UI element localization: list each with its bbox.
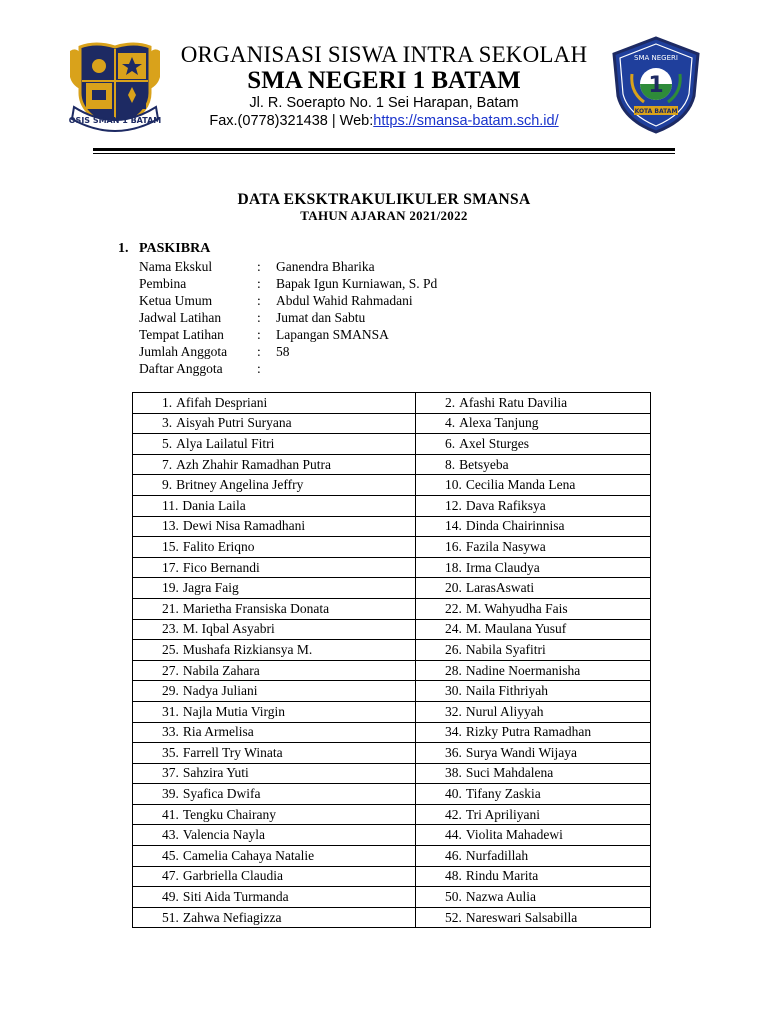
info-value: 58 (276, 344, 290, 359)
info-colon: : (257, 361, 261, 376)
member-cell (416, 537, 651, 558)
member-table (132, 392, 651, 928)
member-number: 13. (162, 518, 179, 534)
member-cell (133, 393, 416, 414)
member-name: Syafica Dwifa (182, 786, 261, 802)
member-cell (416, 434, 651, 455)
member-number: 5. (162, 435, 173, 451)
table-row (133, 454, 651, 475)
member-number: 32. (445, 703, 462, 719)
school-address: Jl. R. Soerapto No. 1 Sei Harapan, Batam (249, 95, 519, 111)
member-name: Afashi Ratu Davilia (459, 394, 568, 410)
letterhead-rule-thick (93, 148, 675, 151)
member-number: 9. (162, 477, 173, 493)
svg-text:KOTA BATAM: KOTA BATAM (634, 108, 678, 115)
member-name: Siti Aida Turmanda (182, 889, 289, 905)
member-name: Dinda Chairinnisa (465, 518, 565, 534)
member-name: Azh Zhahir Ramadhan Putra (176, 456, 331, 472)
member-cell (133, 784, 416, 805)
member-number: 1. (162, 394, 173, 410)
member-cell (416, 681, 651, 702)
info-colon: : (257, 276, 261, 291)
info-label: Ketua Umum (139, 293, 213, 308)
member-number: 10. (445, 477, 462, 493)
table-row (133, 681, 651, 702)
info-label: Tempat Latihan (139, 327, 224, 342)
member-number: 40. (445, 786, 462, 802)
member-number: 38. (445, 765, 462, 781)
table-row (133, 557, 651, 578)
school-contact (160, 114, 608, 129)
member-number: 45. (162, 847, 179, 863)
info-label: Daftar Anggota (139, 361, 223, 376)
table-row (133, 887, 651, 908)
member-number: 31. (162, 703, 179, 719)
member-number: 26. (445, 641, 462, 657)
document-title: DATA EKSKTRAKULIKULER SMANSA (237, 191, 531, 208)
member-cell (133, 887, 416, 908)
member-name: Garbriella Claudia (182, 868, 283, 884)
member-cell (416, 598, 651, 619)
member-cell (416, 907, 651, 928)
member-name: Suci Mahdalena (465, 765, 554, 781)
member-number: 22. (445, 600, 462, 616)
member-number: 42. (445, 806, 462, 822)
member-cell (416, 454, 651, 475)
member-cell (416, 743, 651, 764)
table-row (133, 495, 651, 516)
member-cell (133, 619, 416, 640)
info-value: Abdul Wahid Rahmadani (276, 293, 413, 308)
member-name: Violita Mahadewi (465, 827, 563, 843)
member-name: Alexa Tanjung (459, 415, 539, 431)
member-name: Falito Eriqno (182, 538, 255, 554)
member-number: 19. (162, 580, 179, 596)
table-row (133, 434, 651, 455)
member-cell (133, 598, 416, 619)
member-number: 15. (162, 538, 179, 554)
table-row (133, 825, 651, 846)
member-name: Nurul Aliyyah (465, 703, 544, 719)
member-number: 30. (445, 683, 462, 699)
member-name: M. Wahyudha Fais (465, 600, 568, 616)
member-cell (416, 701, 651, 722)
table-row (133, 701, 651, 722)
member-name: Fico Bernandi (182, 559, 260, 575)
member-cell (133, 413, 416, 434)
document-subtitle: TAHUN AJARAN 2021/2022 (300, 208, 468, 223)
info-label: Pembina (139, 276, 187, 291)
member-cell (416, 516, 651, 537)
member-number: 20. (445, 580, 462, 596)
member-name: Sahzira Yuti (182, 765, 249, 781)
member-cell (416, 619, 651, 640)
member-number: 48. (445, 868, 462, 884)
member-name: Camelia Cahaya Natalie (182, 847, 315, 863)
info-colon: : (257, 344, 261, 359)
member-number: 35. (162, 744, 179, 760)
member-name: Dewi Nisa Ramadhani (182, 518, 306, 534)
member-number: 51. (162, 909, 179, 925)
member-number: 29. (162, 683, 179, 699)
table-row (133, 578, 651, 599)
table-row (133, 393, 651, 414)
table-row (133, 537, 651, 558)
member-number: 16. (445, 538, 462, 554)
member-number: 2. (445, 394, 456, 410)
info-value: Lapangan SMANSA (276, 327, 389, 342)
member-name: Zahwa Nefiagizza (182, 909, 282, 925)
member-cell (416, 413, 651, 434)
svg-text:1: 1 (648, 73, 664, 98)
member-cell (133, 454, 416, 475)
member-cell (133, 701, 416, 722)
member-name: M. Maulana Yusuf (465, 621, 567, 637)
table-row (133, 763, 651, 784)
osis-logo (66, 37, 164, 139)
table-row (133, 660, 651, 681)
member-number: 7. (162, 456, 173, 472)
member-cell (133, 434, 416, 455)
member-number: 21. (162, 600, 179, 616)
member-name: Nadine Noermanisha (465, 662, 581, 678)
member-cell (133, 681, 416, 702)
member-name: Dania Laila (182, 497, 246, 513)
member-name: Cecilia Manda Lena (465, 477, 576, 493)
member-number: 39. (162, 786, 179, 802)
organization-name: ORGANISASI SISWA INTRA SEKOLAH (180, 42, 588, 67)
member-name: Rindu Marita (465, 868, 539, 884)
info-colon: : (257, 310, 261, 325)
info-label: Jadwal Latihan (139, 310, 222, 325)
info-value: Bapak Igun Kurniawan, S. Pd (276, 276, 438, 291)
member-number: 44. (445, 827, 462, 843)
member-cell (133, 804, 416, 825)
letterhead-rule-thin (93, 153, 675, 154)
member-cell (416, 393, 651, 414)
member-cell (416, 784, 651, 805)
member-name: Jagra Faig (182, 580, 239, 596)
member-cell (133, 475, 416, 496)
member-number: 43. (162, 827, 179, 843)
member-number: 36. (445, 744, 462, 760)
member-cell (416, 578, 651, 599)
table-row (133, 619, 651, 640)
member-number: 14. (445, 518, 462, 534)
member-name: Farrell Try Winata (182, 744, 283, 760)
member-cell (133, 660, 416, 681)
member-number: 8. (445, 456, 456, 472)
member-number: 41. (162, 806, 179, 822)
info-colon: : (257, 327, 261, 342)
member-name: Tengku Chairany (182, 806, 277, 822)
info-value: Ganendra Bharika (276, 259, 375, 274)
member-number: 28. (445, 662, 462, 678)
table-row (133, 866, 651, 887)
member-cell (416, 640, 651, 661)
member-name: Alya Lailatul Fitri (176, 435, 275, 451)
table-row (133, 598, 651, 619)
member-number: 50. (445, 889, 462, 905)
member-number: 25. (162, 641, 179, 657)
table-row (133, 784, 651, 805)
member-number: 52. (445, 909, 462, 925)
member-cell (416, 660, 651, 681)
member-cell (133, 866, 416, 887)
member-name: Irma Claudya (465, 559, 540, 575)
member-cell (416, 887, 651, 908)
member-cell (416, 825, 651, 846)
member-cell (133, 763, 416, 784)
table-row (133, 804, 651, 825)
member-name: LarasAswati (465, 580, 535, 596)
member-cell (133, 537, 416, 558)
member-name: Rizky Putra Ramadhan (465, 724, 592, 740)
member-number: 37. (162, 765, 179, 781)
member-number: 27. (162, 662, 179, 678)
member-cell (416, 557, 651, 578)
table-row (133, 846, 651, 867)
member-number: 33. (162, 724, 179, 740)
school-name: SMA NEGERI 1 BATAM (247, 67, 521, 94)
member-name: Surya Wandi Wijaya (465, 744, 577, 760)
section-name: PASKIBRA (139, 241, 211, 256)
table-row (133, 640, 651, 661)
fax-text: Fax.(0778)321438 | Web: (209, 113, 374, 129)
member-name: Nabila Syafitri (465, 641, 546, 657)
info-label: Nama Ekskul (139, 259, 213, 274)
info-colon: : (257, 293, 261, 308)
member-cell (133, 557, 416, 578)
member-cell (416, 763, 651, 784)
member-cell (133, 846, 416, 867)
member-name: Nadya Juliani (182, 683, 258, 699)
member-cell (416, 495, 651, 516)
member-name: Nazwa Aulia (465, 889, 536, 905)
section-number: 1. (118, 241, 129, 256)
member-name: Marietha Fransiska Donata (182, 600, 330, 616)
member-number: 34. (445, 724, 462, 740)
member-name: Axel Sturges (459, 435, 529, 451)
info-value: Jumat dan Sabtu (276, 310, 366, 325)
member-name: Ria Armelisa (182, 724, 254, 740)
member-number: 23. (162, 621, 179, 637)
member-number: 47. (162, 868, 179, 884)
member-number: 46. (445, 847, 462, 863)
info-colon: : (257, 259, 261, 274)
table-row (133, 907, 651, 928)
school-logo (610, 36, 702, 134)
member-name: Nareswari Salsabilla (465, 909, 578, 925)
member-name: Tifany Zaskia (465, 786, 541, 802)
table-row (133, 743, 651, 764)
member-name: Betsyeba (459, 456, 509, 472)
member-number: 3. (162, 415, 173, 431)
member-cell (416, 804, 651, 825)
member-name: Afifah Despriani (176, 394, 268, 410)
table-row (133, 516, 651, 537)
member-cell (416, 722, 651, 743)
member-name: Najla Mutia Virgin (182, 703, 286, 719)
member-cell (133, 516, 416, 537)
member-number: 11. (162, 497, 179, 513)
info-label: Jumlah Anggota (139, 344, 228, 359)
member-name: Nurfadillah (465, 847, 529, 863)
member-number: 12. (445, 497, 462, 513)
member-cell (133, 640, 416, 661)
member-number: 6. (445, 435, 456, 451)
member-number: 18. (445, 559, 462, 575)
member-cell (416, 866, 651, 887)
member-cell (416, 475, 651, 496)
member-name: Fazila Nasywa (465, 538, 546, 554)
member-name: Mushafa Rizkiansya M. (182, 641, 313, 657)
member-number: 17. (162, 559, 179, 575)
svg-text:SMA NEGERI: SMA NEGERI (634, 54, 678, 62)
member-name: Valencia Nayla (182, 827, 265, 843)
member-name: Nabila Zahara (182, 662, 260, 678)
table-row (133, 413, 651, 434)
member-name: Britney Angelina Jeffry (176, 477, 304, 493)
member-cell (133, 722, 416, 743)
svg-text:OSIS SMAN 1 BATAM: OSIS SMAN 1 BATAM (68, 116, 162, 125)
member-number: 4. (445, 415, 456, 431)
table-row (133, 475, 651, 496)
member-number: 24. (445, 621, 462, 637)
member-cell (133, 495, 416, 516)
member-name: Tri Apriliyani (465, 806, 541, 822)
member-cell (133, 907, 416, 928)
member-name: Dava Rafiksya (465, 497, 546, 513)
member-cell (133, 578, 416, 599)
member-number: 49. (162, 889, 179, 905)
member-name: M. Iqbal Asyabri (182, 621, 275, 637)
member-cell (133, 743, 416, 764)
member-cell (416, 846, 651, 867)
table-row (133, 722, 651, 743)
member-cell (133, 825, 416, 846)
member-name: Aisyah Putri Suryana (176, 415, 292, 431)
website-link[interactable]: https://smansa-batam.sch.id/ (373, 113, 559, 129)
member-name: Naila Fithriyah (465, 683, 548, 699)
